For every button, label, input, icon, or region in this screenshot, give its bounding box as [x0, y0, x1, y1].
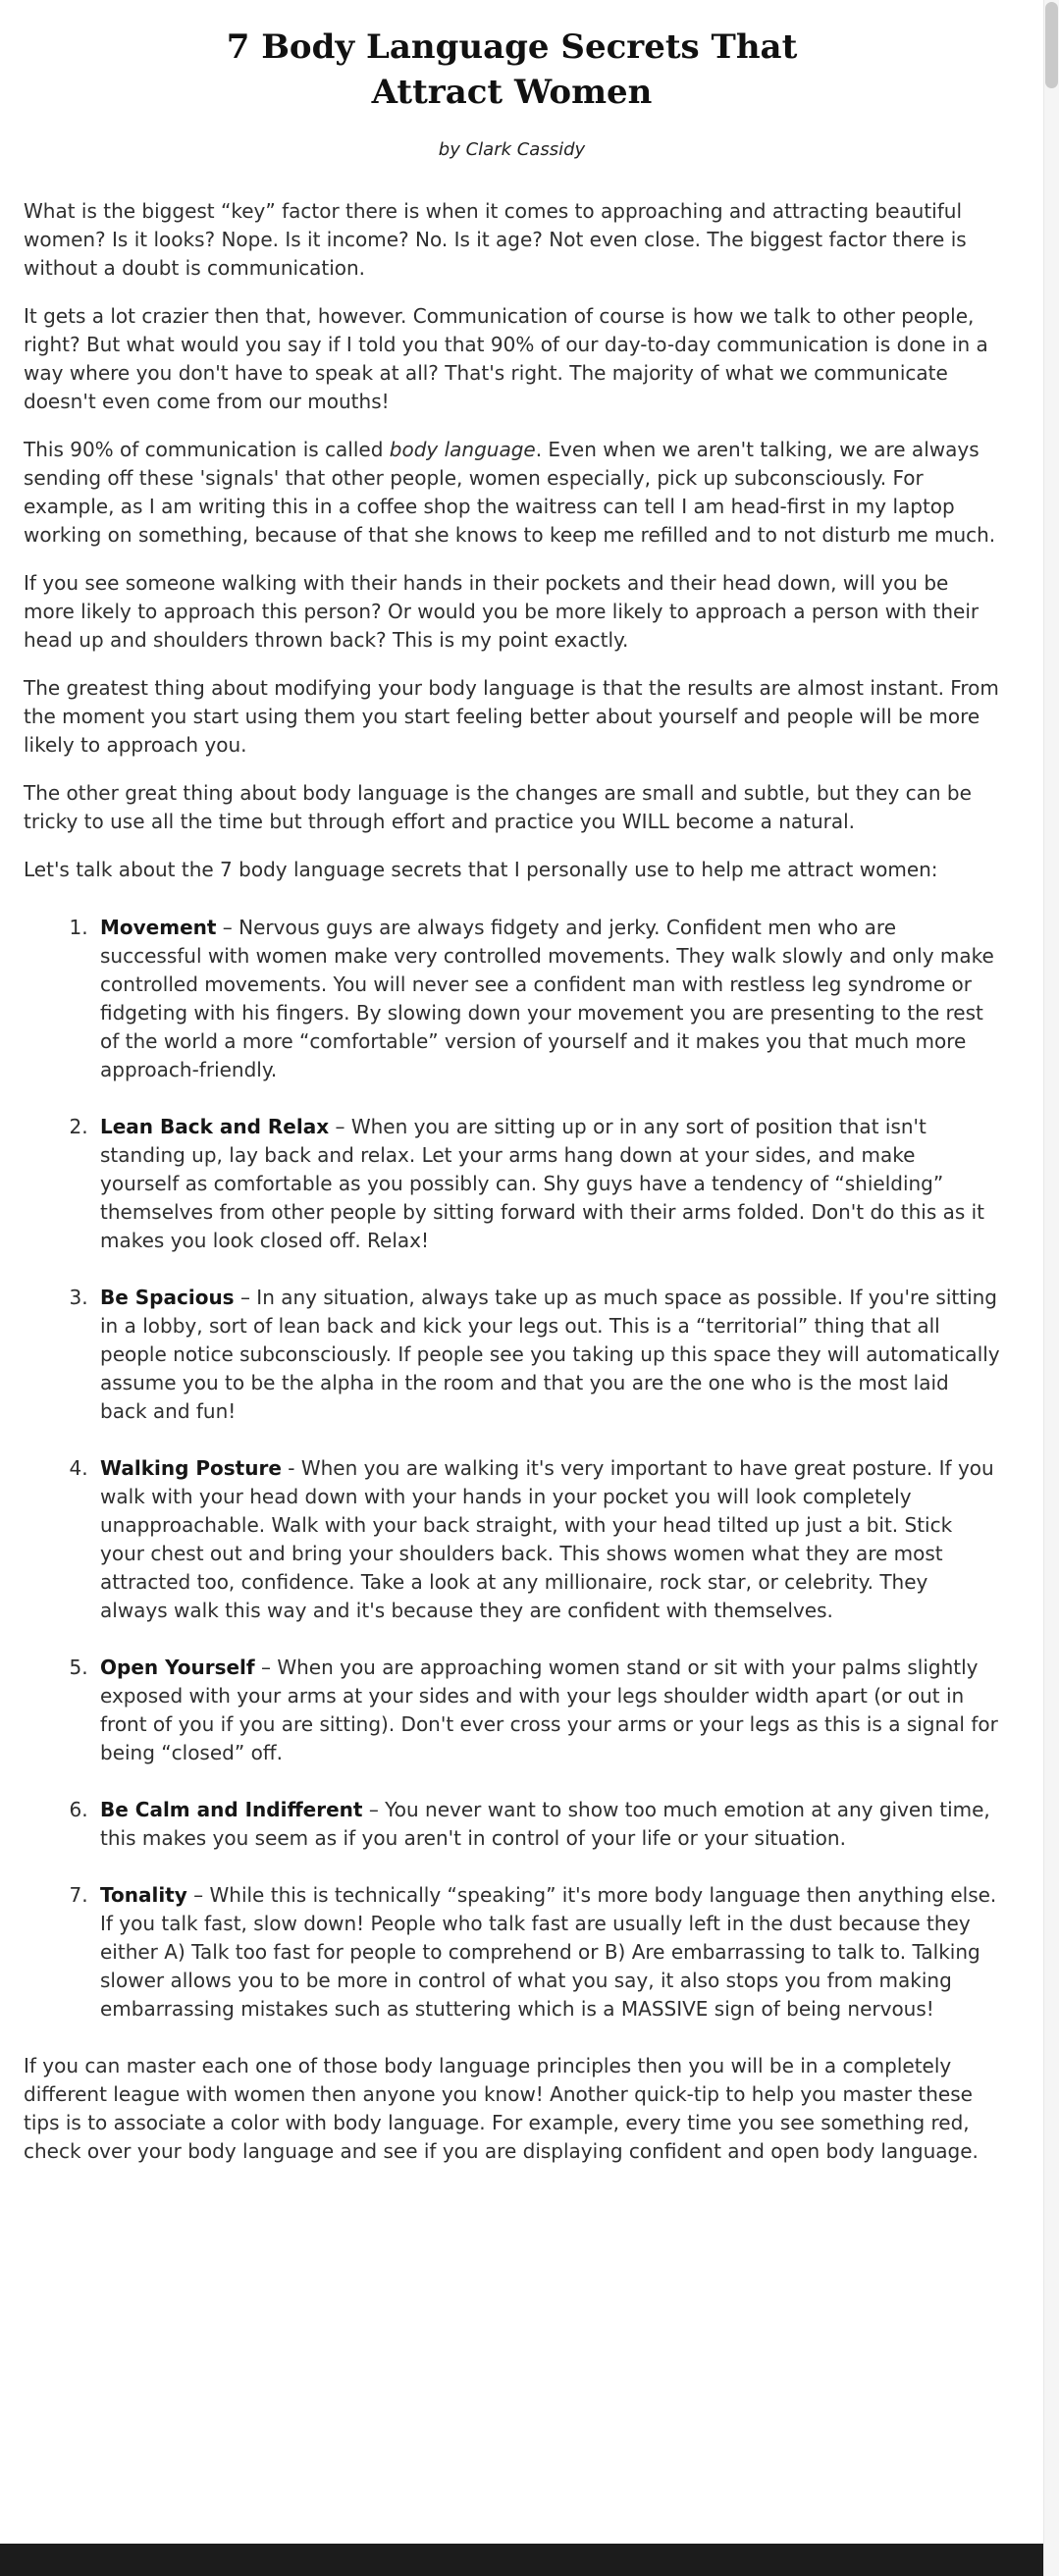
article-byline: by Clark Cassidy — [438, 138, 586, 160]
secret-item-label: Movement — [100, 915, 217, 939]
scrollbar-track[interactable] — [1043, 0, 1059, 2576]
secret-item-label: Walking Posture — [100, 1455, 282, 1480]
secret-item: 4. Walking Posture - When you are walking it's very important to have great posture. If you walk with your head down with your hands in your pocket you will look completely unapproachable. Walk with your back straight, with your head tilted up just a bit. Stick your chest out and bring your shoulders back. This shows women what they are most attracted too, confidence. Take a look at any millionaire, rock star, or celebrity. They always walk this way and it's because they are confident with themselves. — [94, 1454, 1000, 1625]
paragraph: If you can master each one of those body language principles then you will be in a completely different league with women then anyone you know! Another quick-tip to help you master these tips is to associate a color with body language. For example, every time you see something red, check over your body language and see if you are displaying confident and open body language. — [24, 2053, 979, 2163]
secret-item-label: Lean Back and Relax — [100, 1114, 330, 1138]
bottom-dark-bar — [0, 2544, 1043, 2576]
secret-item: 5. Open Yourself – When you are approaching women stand or sit with your palms slightly exposed with your arms at your sides and with your legs shoulder width apart (or out in front of you if you are sitting). Don't ever cross your arms or your legs as this is a signal for being “closed” off. — [94, 1654, 1000, 1767]
paragraph: The other great thing about body language is the changes are small and subtle, but they can be tricky to use all the time but through effort and practice you WILL become a natural. — [24, 780, 972, 833]
secret-item-label: Be Spacious — [100, 1285, 235, 1309]
paragraph: What is the biggest “key” factor there is when it comes to approaching and attracting beautiful women? Is it looks? Nope. Is it income? No. Is it age? Not even close. The biggest factor there is without a doubt is communication. — [24, 198, 967, 280]
secret-item: 2. Lean Back and Relax – When you are sitting up or in any sort of position that isn't standing up, lay back and relax. Let your arms hang down at your sides, and make yourself as comfortable as you possibly can. Shy guys have a tendency of “shielding” themselves from other people by sitting forward with their arms folded. Don't do this as it makes you look closed off. Relax! — [94, 1113, 1000, 1255]
paragraph: This 90% of communication is called body language. Even when we aren't talking, we are always sending off these 'signals' that other people, women especially, pick up subconsciously. For example, as I am writing this in a coffee shop the waitress can tell I am head-first in my laptop working on something, because of that she knows to keep me refilled and to not disturb me much. — [24, 437, 996, 547]
secret-item-label: Be Calm and Indifferent — [100, 1797, 363, 1821]
secret-item: 1. Movement – Nervous guys are always fidgety and jerky. Confident men who are successful with women make very controlled movements. They walk slowly and only make controlled movements. You will never see a confident man with restless leg syndrome or fidgeting with his fingers. By slowing down your movement you are presenting to the rest of the world a more “comfortable” version of yourself and it makes you that much more approach-friendly. — [94, 914, 1000, 1084]
paragraph: The greatest thing about modifying your body language is that the results are almost instant. From the moment you start using them you start feeling better about yourself and people will be more likely to approach you. — [24, 675, 999, 757]
article-title: 7 Body Language Secrets That Attract Women — [226, 27, 798, 112]
secret-item: 6. Be Calm and Indifferent – You never want to show too much emotion at any given time, this makes you seem as if you aren't in control of your life or your situation. — [94, 1796, 1000, 1853]
scrollbar-thumb[interactable] — [1045, 2, 1058, 88]
intro-paragraphs — [24, 197, 1000, 884]
paragraph: It gets a lot crazier then that, however. Communication of course is how we talk to other people, right? But what would you say if I told you that 90% of our day-to-day communication is done in a way where you don't have to speak at all? That's right. The majority of what we communicate doesn't even come from our mouths! — [24, 303, 988, 413]
secret-item-label: Open Yourself — [100, 1655, 255, 1679]
closing-paragraphs — [24, 2052, 1000, 2166]
secret-item-label: Tonality — [100, 1882, 187, 1907]
secrets-list — [24, 914, 1000, 2024]
secret-item: 7. Tonality – While this is technically “speaking” it's more body language then anything else. If you talk fast, slow down! People who talk fast are usually left in the dust because they either A) Talk too fast for people to comprehend or B) Are embarrassing to talk to. Talking slower allows you to be more in control of what you say, it also stops you from making embarrassing mistakes such as stuttering which is a MASSIVE sign of being nervous! — [94, 1881, 1000, 2024]
paragraph: Let's talk about the 7 body language secrets that I personally use to help me attract women: — [24, 857, 938, 881]
paragraph: If you see someone walking with their hands in their pockets and their head down, will you be more likely to approach this person? Or would you be more likely to approach a person with their head up and shoulders thrown back? This is my point exactly. — [24, 570, 980, 652]
secret-item: 3. Be Spacious – In any situation, always take up as much space as possible. If you're sitting in a lobby, sort of lean back and kick your legs out. This is a “territorial” thing that all people notice subconsciously. If people see you taking up this space they will automatically assume you to be the alpha in the room and that you are the one who is the most laid back and fun! — [94, 1284, 1000, 1426]
article-body — [24, 197, 1000, 2166]
